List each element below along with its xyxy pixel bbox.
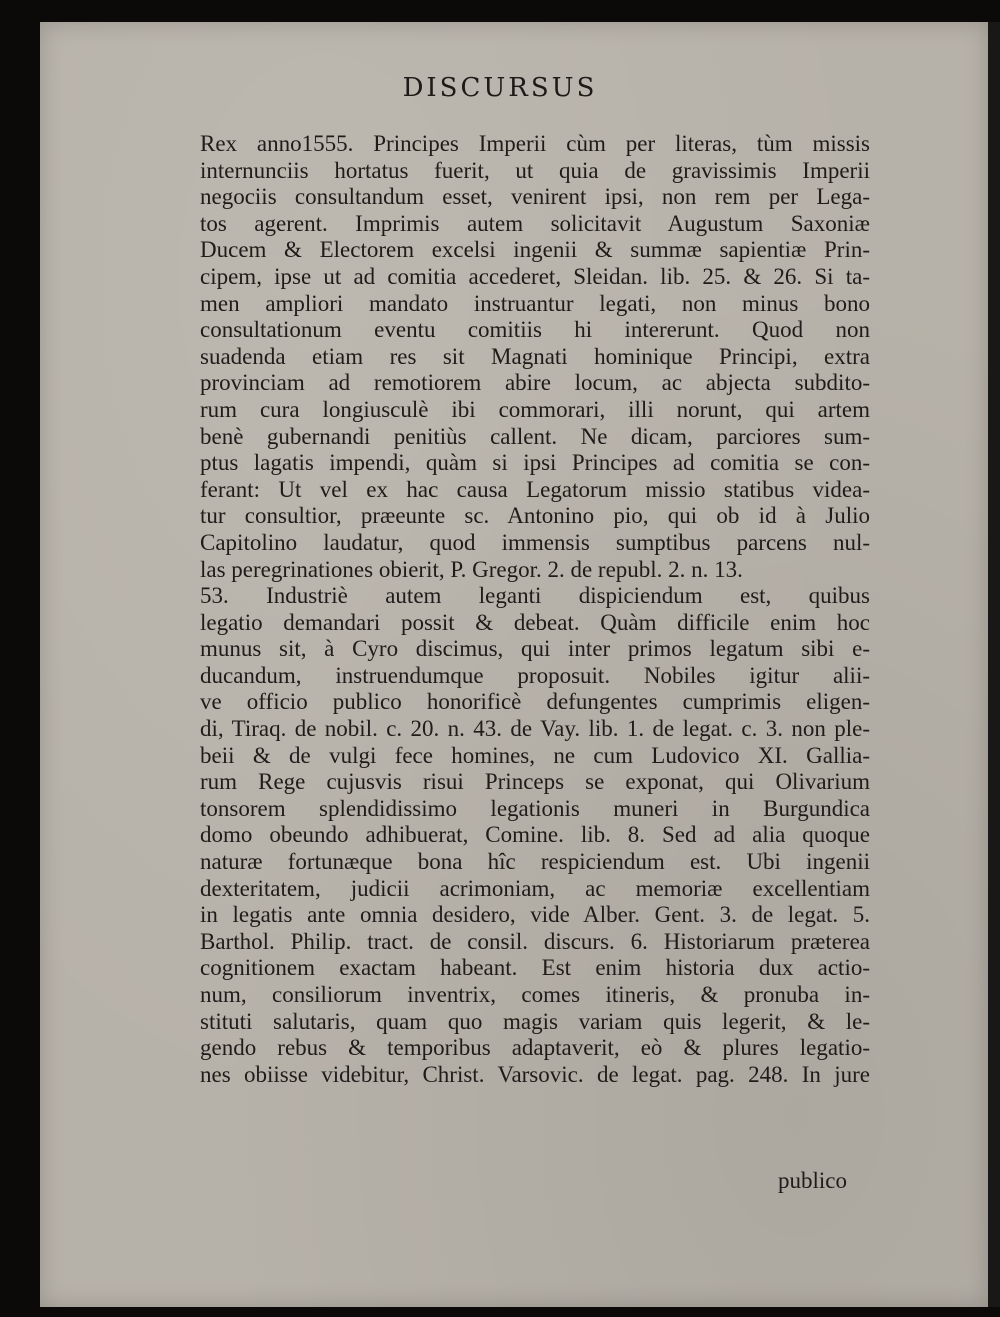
text-line: negociis consultandum esset, venirent ipsi, non rem per Lega- bbox=[200, 184, 870, 210]
text-line: rum Rege cujusvis risui Princeps se exponat, qui Olivarium bbox=[200, 769, 870, 795]
text-line: consultationum eventu comitiis hi intererunt. Quod non bbox=[200, 317, 870, 343]
text-line: cipem, ipse ut ad comitia accederet, Sleidan. lib. 25. & 26. Si ta- bbox=[200, 263, 870, 289]
catchword: publico bbox=[778, 1168, 847, 1193]
text-line: Capitolino laudatur, quod immensis sumptibus parcens nul- bbox=[200, 529, 870, 555]
text-line: di, Tiraq. de nobil. c. 20. n. 43. de Vay. lib. 1. de legat. c. 3. non ple- bbox=[200, 716, 870, 742]
text-line: stituti salutaris, quam quo magis variam quis legerit, & le- bbox=[200, 1008, 870, 1034]
text-line: num, consiliorum inventrix, comes itineris, & pronuba in- bbox=[200, 982, 870, 1007]
text-line: las peregrinationes obierit, P. Gregor. 2. de republ. 2. n. 13. bbox=[200, 556, 743, 582]
text-line: Ducem & Electorem excelsi ingenii & summæ sapientiæ Prin- bbox=[200, 237, 870, 263]
text-line: rum cura longiusculè ibi commorari, illi norunt, qui artem bbox=[200, 396, 870, 422]
text-line: suadenda etiam res sit Magnati hominique Principi, extra bbox=[200, 343, 870, 369]
text-line: naturæ fortunæque bona hîc respiciendum est. Ubi ingenii bbox=[200, 849, 870, 875]
text-line: dexteritatem, judicii acrimoniam, ac memoriæ excellentiam bbox=[200, 875, 870, 901]
text-line: provinciam ad remotiorem abire locum, ac abjecta subdito- bbox=[200, 370, 870, 396]
body-text bbox=[200, 131, 870, 1088]
text-line: nes obiisse videbitur, Christ. Varsovic. de legat. pag. 248. In jure bbox=[200, 1061, 870, 1087]
text-line: 53. Industriè autem leganti dispiciendum est, quibus bbox=[200, 583, 870, 609]
text-line: men ampliori mandato instruantur legati, non minus bono bbox=[200, 290, 870, 316]
text-line: in legatis ante omnia desidero, vide Alber. Gent. 3. de legat. 5. bbox=[200, 902, 870, 928]
text-line: tonsorem splendidissimo legationis muneri in Burgundica bbox=[200, 795, 870, 821]
text-line: ducandum, instruendumque proposuit. Nobiles igitur alii- bbox=[200, 662, 870, 688]
text-line: legatio demandari possit & debeat. Quàm difficile enim hoc bbox=[200, 609, 870, 635]
text-line: tur consultior, præeunte sc. Antonino pio, qui ob id à Julio bbox=[200, 503, 870, 529]
text-line: benè gubernandi penitiùs callent. Ne dicam, parciores sum- bbox=[200, 423, 870, 449]
text-line: ptus lagatis impendi, quàm si ipsi Principes ad comitia se con- bbox=[200, 450, 870, 476]
text-line: internunciis hortatus fuerit, ut quia de gravissimis Imperii bbox=[200, 157, 870, 183]
text-line: beii & de vulgi fece homines, ne cum Ludovico XI. Gallia- bbox=[200, 742, 870, 768]
text-line: domo obeundo adhibuerat, Comine. lib. 8. Sed ad alia quoque bbox=[200, 822, 870, 848]
text-line: cognitionem exactam habeant. Est enim historia dux actio- bbox=[200, 955, 870, 981]
text-line: tos agerent. Imprimis autem solicitavit Augustum Saxoniæ bbox=[200, 210, 870, 236]
text-line: Rex anno1555. Principes Imperii cùm per literas, tùm missis bbox=[200, 131, 870, 156]
running-head: DISCURSUS bbox=[402, 73, 598, 103]
text-line: ferant: Ut vel ex hac causa Legatorum missio statibus videa- bbox=[200, 476, 870, 502]
text-line: Barthol. Philip. tract. de consil. discurs. 6. Historiarum præterea bbox=[200, 928, 870, 954]
text-line: gendo rebus & temporibus adaptaverit, eò & plures legatio- bbox=[200, 1035, 870, 1061]
facing-page-edge bbox=[988, 22, 1000, 1307]
text-line: munus sit, à Cyro discimus, qui inter primos legatum sibi e- bbox=[200, 636, 870, 662]
text-line: ve officio publico honorificè defungentes cumprimis eligen- bbox=[200, 689, 870, 715]
